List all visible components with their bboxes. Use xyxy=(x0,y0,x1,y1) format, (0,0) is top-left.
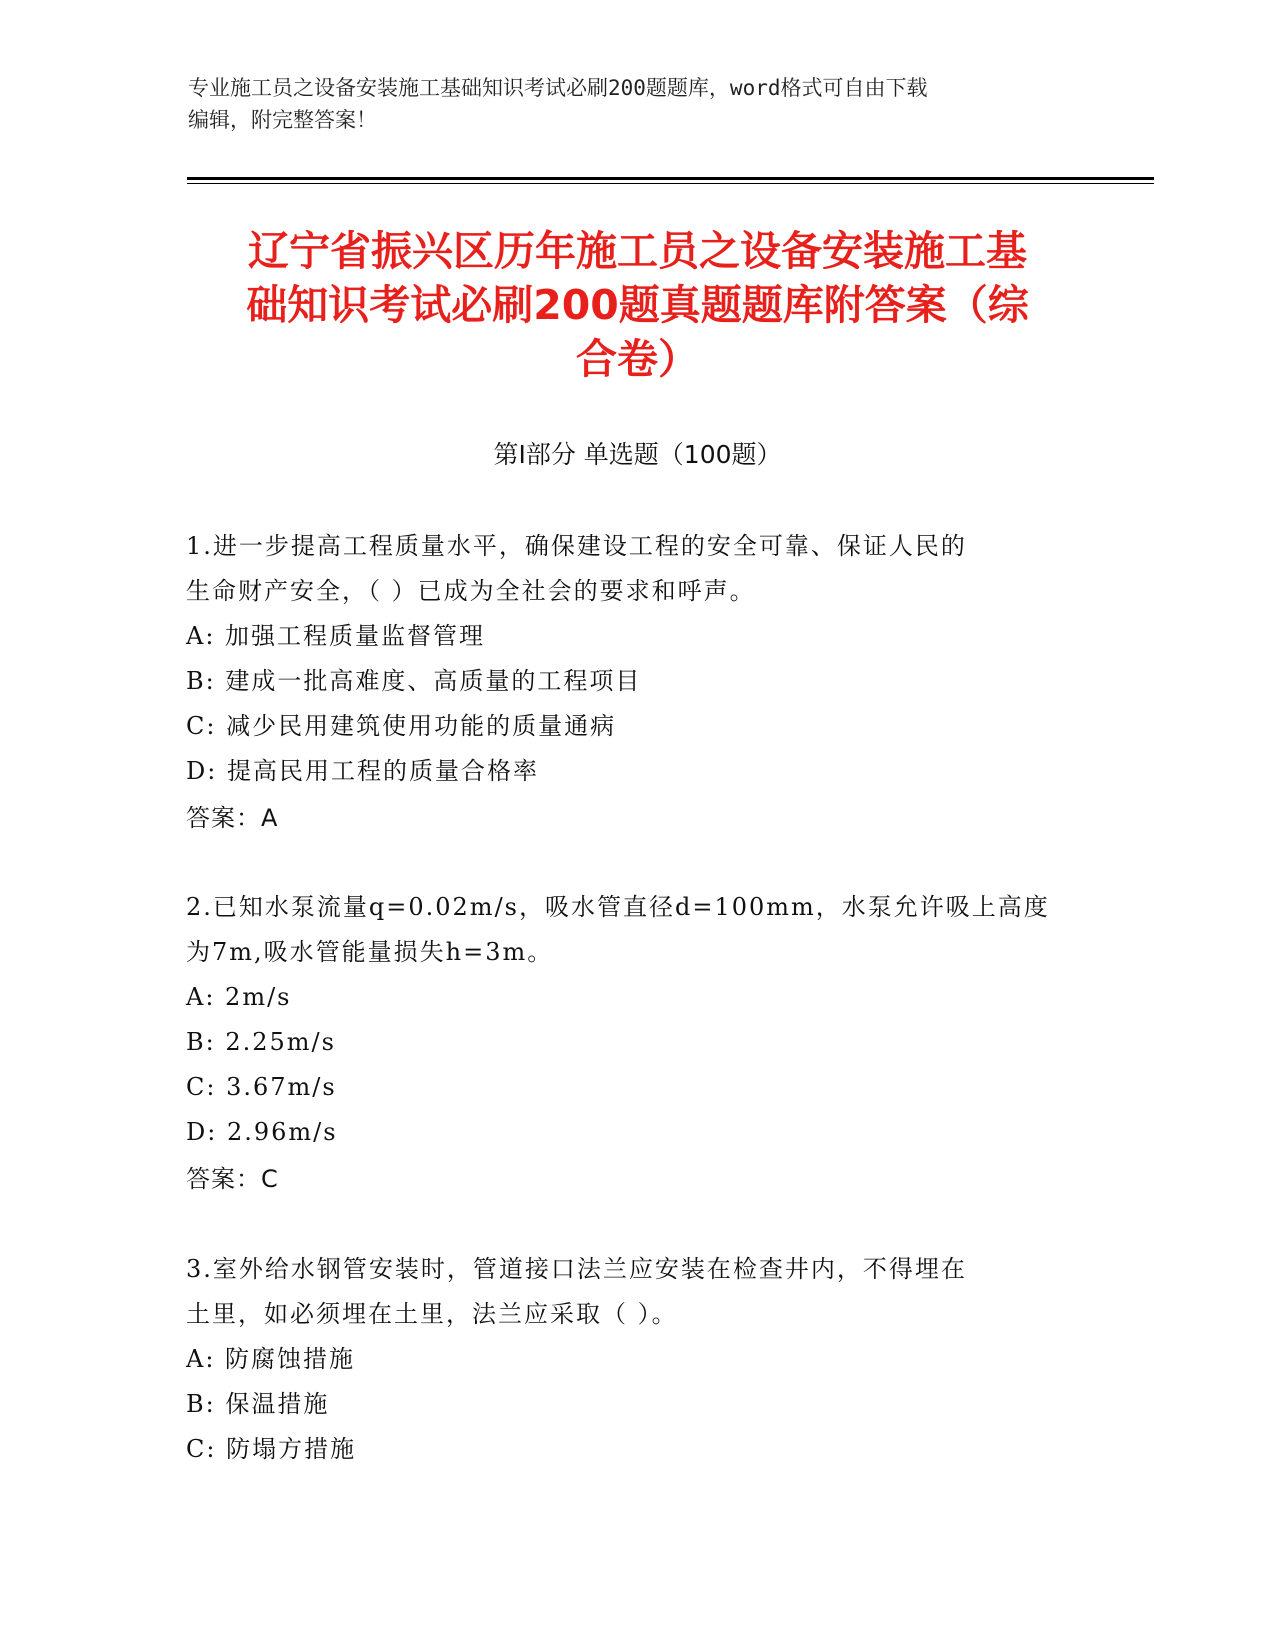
option-b: B: 建成一批高难度、高质量的工程项目 xyxy=(186,667,642,695)
question-stem-line: 2.已知水泵流量q=0.02m/s，吸水管直径d=100mm，水泵允许吸上高度 xyxy=(186,893,1050,921)
header-divider-thin xyxy=(187,183,1154,184)
answer-line: 答案：C xyxy=(186,1165,279,1193)
document-title xyxy=(190,224,1085,386)
option-a: A: 防腐蚀措施 xyxy=(186,1345,356,1373)
question-block xyxy=(186,1247,1086,1472)
header-note-line-2: 编辑，附完整答案！ xyxy=(188,108,377,132)
title-line-3: 合卷） xyxy=(576,335,699,383)
question-block xyxy=(186,524,1086,841)
option-d: D: 2.96m/s xyxy=(186,1118,338,1146)
title-line-2: 础知识考试必刷200题真题题库附答案（综 xyxy=(246,281,1029,329)
question-stem-line: 1.进一步提高工程质量水平，确保建设工程的安全可靠、保证人民的 xyxy=(186,532,967,560)
option-a: A: 加强工程质量监督管理 xyxy=(186,622,486,650)
question-stem-line: 土里，如必须埋在土里，法兰应采取（ ）。 xyxy=(186,1300,678,1328)
header-divider-thick xyxy=(187,177,1154,180)
option-a: A: 2m/s xyxy=(186,983,292,1011)
option-c: C: 防塌方措施 xyxy=(186,1435,357,1463)
option-c: C: 3.67m/s xyxy=(186,1073,337,1101)
option-c: C: 减少民用建筑使用功能的质量通病 xyxy=(186,712,617,740)
question-block xyxy=(186,885,1086,1202)
section-heading: 第I部分 单选题（100题） xyxy=(493,440,782,469)
document-header-note xyxy=(188,72,1068,136)
option-b: B: 2.25m/s xyxy=(186,1028,336,1056)
question-stem-line: 生命财产安全，（ ）已成为全社会的要求和呼声。 xyxy=(186,577,756,605)
question-stem-line: 为7m,吸水管能量损失h=3m。 xyxy=(186,938,554,966)
answer-line: 答案：A xyxy=(186,804,279,832)
option-b: B: 保温措施 xyxy=(186,1390,330,1418)
question-stem-line: 3.室外给水钢管安装时，管道接口法兰应安装在检查井内，不得埋在 xyxy=(186,1255,967,1283)
option-d: D: 提高民用工程的质量合格率 xyxy=(186,757,539,785)
title-line-1: 辽宁省振兴区历年施工员之设备安装施工基 xyxy=(248,227,1027,275)
header-note-line-1: 专业施工员之设备安装施工基础知识考试必刷200题题库，word格式可自由下载 xyxy=(188,76,928,100)
